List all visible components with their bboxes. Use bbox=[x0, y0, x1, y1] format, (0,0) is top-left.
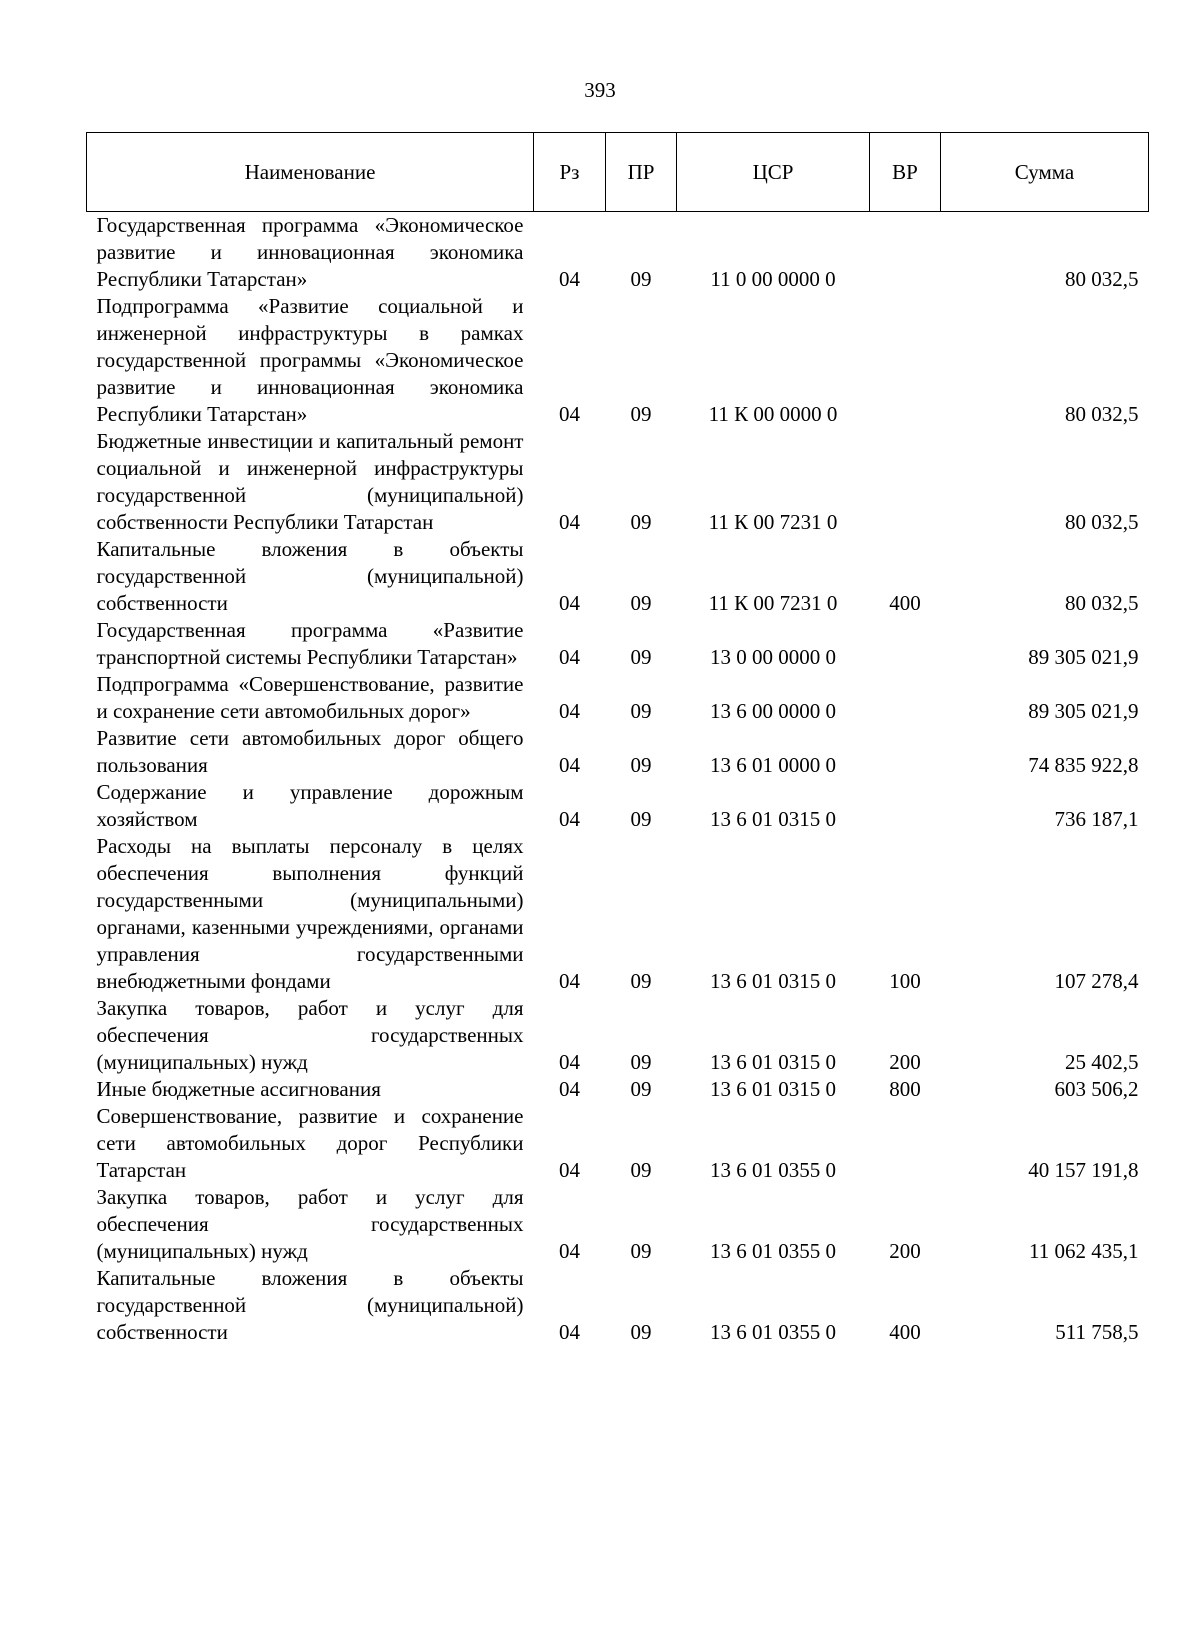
cell-rz: 04 bbox=[559, 1077, 580, 1101]
table-row bbox=[87, 671, 1149, 725]
cell-name: Капитальные вложения в объекты государственной (муниципальной) собственности bbox=[96, 537, 524, 615]
cell-name: Содержание и управление дорожным хозяйством bbox=[96, 780, 524, 831]
header-pr: ПР bbox=[606, 133, 677, 212]
cell-rz: 04 bbox=[559, 402, 580, 426]
cell-vr: 200 bbox=[889, 1239, 921, 1263]
cell-name: Подпрограмма «Развитие социальной и инженерной инфраструктуры в рамках государственной программы «Экономическое развитие и инновационная экономика Республики Татарстан» bbox=[96, 294, 524, 426]
cell-rz: 04 bbox=[559, 510, 580, 534]
cell-csr: 13 6 01 0315 0 bbox=[710, 1077, 836, 1101]
cell-name: Государственная программа «Экономическое развитие и инновационная экономика Республики Татарстан» bbox=[96, 213, 524, 291]
header-vr: ВР bbox=[870, 133, 941, 212]
cell-csr: 11 К 00 7231 0 bbox=[708, 510, 838, 534]
cell-vr bbox=[870, 779, 941, 833]
cell-vr bbox=[870, 671, 941, 725]
table-row bbox=[87, 725, 1149, 779]
cell-sum: 89 305 021,9 bbox=[1028, 645, 1139, 669]
table-row bbox=[87, 1265, 1149, 1346]
cell-vr: 400 bbox=[889, 591, 921, 615]
table-row bbox=[87, 779, 1149, 833]
cell-rz: 04 bbox=[559, 645, 580, 669]
cell-csr: 13 0 00 0000 0 bbox=[710, 645, 836, 669]
cell-sum: 11 062 435,1 bbox=[1029, 1239, 1139, 1263]
cell-name: Развитие сети автомобильных дорог общего пользования bbox=[96, 726, 524, 777]
cell-pr: 09 bbox=[630, 807, 652, 831]
cell-sum: 603 506,2 bbox=[1054, 1077, 1139, 1101]
cell-pr: 09 bbox=[630, 402, 652, 426]
table-row bbox=[87, 1076, 1149, 1103]
table-row bbox=[87, 212, 1149, 294]
cell-name: Государственная программа «Развитие транспортной системы Республики Татарстан» bbox=[96, 618, 524, 669]
cell-pr: 09 bbox=[630, 969, 652, 993]
cell-sum: 80 032,5 bbox=[1065, 510, 1139, 534]
cell-vr: 200 bbox=[889, 1050, 921, 1074]
cell-csr: 13 6 01 0355 0 bbox=[710, 1320, 836, 1344]
table-row bbox=[87, 1103, 1149, 1184]
table-row bbox=[87, 995, 1149, 1076]
cell-pr: 09 bbox=[630, 1050, 652, 1074]
cell-sum: 107 278,4 bbox=[1054, 969, 1139, 993]
cell-vr: 400 bbox=[889, 1320, 921, 1344]
cell-sum: 511 758,5 bbox=[1055, 1320, 1139, 1344]
cell-name: Подпрограмма «Совершенствование, развитие и сохранение сети автомобильных дорог» bbox=[96, 672, 524, 723]
cell-rz: 04 bbox=[559, 1050, 580, 1074]
cell-pr: 09 bbox=[630, 699, 652, 723]
table-row bbox=[87, 536, 1149, 617]
cell-sum: 80 032,5 bbox=[1065, 402, 1139, 426]
cell-sum: 89 305 021,9 bbox=[1028, 699, 1139, 723]
cell-vr bbox=[870, 293, 941, 428]
cell-csr: 13 6 01 0355 0 bbox=[710, 1158, 836, 1182]
cell-rz: 04 bbox=[559, 1320, 580, 1344]
cell-rz: 04 bbox=[559, 699, 580, 723]
budget-table bbox=[86, 132, 1149, 1346]
header-rz: Рз bbox=[534, 133, 606, 212]
cell-pr: 09 bbox=[630, 510, 652, 534]
cell-sum: 80 032,5 bbox=[1065, 591, 1139, 615]
header-csr: ЦСР bbox=[677, 133, 870, 212]
cell-vr bbox=[870, 725, 941, 779]
cell-pr: 09 bbox=[630, 591, 652, 615]
page-number: 393 bbox=[584, 78, 616, 102]
cell-sum: 74 835 922,8 bbox=[1028, 753, 1139, 777]
cell-vr bbox=[870, 617, 941, 671]
header-name: Наименование bbox=[87, 133, 534, 212]
header-sum: Сумма bbox=[941, 133, 1149, 212]
table-row bbox=[87, 833, 1149, 995]
cell-rz: 04 bbox=[559, 267, 580, 291]
cell-vr: 800 bbox=[889, 1077, 921, 1101]
cell-csr: 13 6 00 0000 0 bbox=[710, 699, 836, 723]
cell-csr: 13 6 01 0315 0 bbox=[710, 969, 836, 993]
cell-pr: 09 bbox=[630, 753, 652, 777]
cell-rz: 04 bbox=[559, 753, 580, 777]
cell-csr: 13 6 01 0000 0 bbox=[710, 753, 836, 777]
table-body bbox=[87, 212, 1149, 1347]
table-header bbox=[87, 133, 1149, 212]
cell-pr: 09 bbox=[630, 1239, 652, 1263]
cell-rz: 04 bbox=[559, 969, 580, 993]
cell-csr: 11 0 00 0000 0 bbox=[710, 267, 836, 291]
cell-rz: 04 bbox=[559, 807, 580, 831]
cell-name: Совершенствование, развитие и сохранение сети автомобильных дорог Республики Татарстан bbox=[96, 1104, 524, 1182]
cell-pr: 09 bbox=[630, 267, 652, 291]
cell-sum: 80 032,5 bbox=[1065, 267, 1139, 291]
cell-vr bbox=[870, 1103, 941, 1184]
cell-csr: 11 К 00 7231 0 bbox=[708, 591, 838, 615]
cell-csr: 11 К 00 0000 0 bbox=[708, 402, 838, 426]
cell-vr: 100 bbox=[889, 969, 921, 993]
cell-pr: 09 bbox=[630, 1158, 652, 1182]
cell-rz: 04 bbox=[559, 591, 580, 615]
cell-pr: 09 bbox=[630, 1320, 652, 1344]
cell-sum: 736 187,1 bbox=[1054, 807, 1139, 831]
cell-vr bbox=[870, 428, 941, 536]
cell-name: Бюджетные инвестиции и капитальный ремонт социальной и инженерной инфраструктуры государственной (муниципальной) собственности Республики Татарстан bbox=[96, 429, 524, 534]
table-row bbox=[87, 1184, 1149, 1265]
cell-rz: 04 bbox=[559, 1239, 580, 1263]
cell-pr: 09 bbox=[630, 1077, 652, 1101]
cell-pr: 09 bbox=[630, 645, 652, 669]
cell-name: Закупка товаров, работ и услуг для обеспечения государственных (муниципальных) нужд bbox=[96, 1185, 524, 1263]
cell-sum: 40 157 191,8 bbox=[1028, 1158, 1139, 1182]
cell-name: Расходы на выплаты персоналу в целях обеспечения выполнения функций государственными (муниципальными) органами, казенными учреждениями, органами управления государственными внебюджетными фондами bbox=[96, 834, 524, 993]
cell-vr bbox=[870, 212, 941, 294]
cell-sum: 25 402,5 bbox=[1065, 1050, 1139, 1074]
cell-csr: 13 6 01 0315 0 bbox=[710, 807, 836, 831]
table-row bbox=[87, 428, 1149, 536]
cell-name: Капитальные вложения в объекты государственной (муниципальной) собственности bbox=[96, 1266, 524, 1344]
cell-csr: 13 6 01 0315 0 bbox=[710, 1050, 836, 1074]
table-row bbox=[87, 293, 1149, 428]
cell-rz: 04 bbox=[559, 1158, 580, 1182]
cell-csr: 13 6 01 0355 0 bbox=[710, 1239, 836, 1263]
cell-name: Иные бюджетные ассигнования bbox=[96, 1077, 381, 1101]
cell-name: Закупка товаров, работ и услуг для обеспечения государственных (муниципальных) нужд bbox=[96, 996, 524, 1074]
table-row bbox=[87, 617, 1149, 671]
